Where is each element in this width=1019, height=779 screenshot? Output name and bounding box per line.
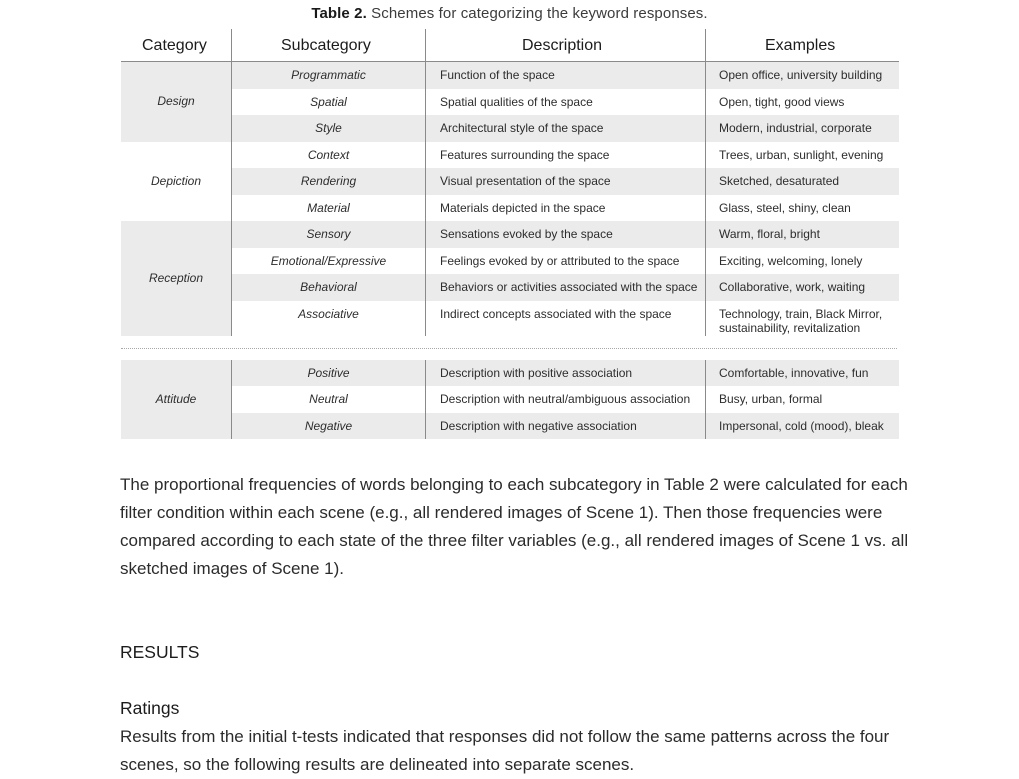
subcategory-cell: Neutral [309,392,348,406]
category-label: Attitude [155,391,197,406]
description-cell: Indirect concepts associated with the space [440,306,672,321]
attitude-table-body [121,360,899,440]
column-divider [231,62,232,336]
examples-cell: Comfortable, innovative, fun [719,365,869,380]
description-cell: Architectural style of the space [440,121,604,135]
examples-cell: Sketched, desaturated [719,174,840,188]
results-heading: RESULTS [120,642,200,662]
keyword-scheme-table [121,29,899,439]
section-separator [121,348,897,349]
table-row [121,360,899,387]
examples-cell: Open office, university building [719,68,883,82]
column-divider [231,29,232,61]
table-caption [0,5,1019,22]
examples-cell: Busy, urban, formal [719,392,823,406]
examples-cell: Trees, urban, sunlight, evening [719,147,884,162]
description-cell: Description with neutral/ambiguous association [440,392,691,406]
description-cell: Behaviors or activities associated with the space [440,280,698,294]
table-row [121,274,899,301]
table-row [121,386,899,413]
header-subcategory: Subcategory [281,37,371,54]
table-row [121,89,899,116]
caption-text: Schemes for categorizing the keyword responses. [371,5,708,22]
examples-cell: Open, tight, good views [719,94,845,109]
paragraph-ratings: Results from the initial t-tests indicated that responses did not follow the same patterns across the four scenes, so the following results are delineated into separate scenes. [120,727,890,774]
subcategory-cell: Emotional/Expressive [270,253,387,268]
subcategory-cell: Spatial [310,94,347,109]
table-row [121,115,899,142]
examples-cell: Glass, steel, shiny, clean [719,200,851,215]
caption-label: Table 2. [311,5,367,22]
examples-cell: Impersonal, cold (mood), bleak [719,418,884,433]
category-label: Design [157,94,195,108]
table-row [121,62,899,89]
subcategory-cell: Programmatic [291,68,366,82]
description-cell: Description with negative association [440,418,637,433]
table-row [121,413,899,440]
table-row [121,248,899,275]
column-divider [705,29,706,61]
table-row [121,142,899,169]
subcategory-cell: Style [315,121,342,135]
paragraph-frequencies: The proportional frequencies of words belonging to each subcategory in Table 2 were calculated for each filter condition within each scene (e.g., all rendered images of Scene 1). Then those frequencies were compared according to each state of the three filter variables (e.g., all rendered images of Scene 1 vs. all sketched images of Scene 1). [120,475,909,578]
examples-cell: Exciting, welcoming, lonely [719,253,863,268]
examples-cell: Modern, industrial, corporate [719,121,872,135]
subcategory-cell: Associative [298,306,359,321]
header-description: Description [522,37,603,54]
table-header-row [121,29,899,62]
main-table-body [121,62,899,336]
subcategory-cell: Rendering [300,174,357,188]
description-cell: Features surrounding the space [440,147,610,162]
subcategory-cell: Behavioral [300,280,357,294]
subcategory-cell: Material [307,200,350,215]
column-divider [705,62,706,336]
subcategory-cell: Sensory [306,227,351,241]
description-cell: Visual presentation of the space [440,174,611,188]
column-divider [425,360,426,440]
description-cell: Materials depicted in the space [440,200,606,215]
description-cell: Spatial qualities of the space [440,94,593,109]
header-examples: Examples [765,37,836,54]
ratings-heading: Ratings [120,698,180,718]
category-label: Reception [148,271,204,285]
description-cell: Description with positive association [440,365,633,380]
subcategory-cell: Negative [304,418,353,433]
header-category: Category [142,37,207,54]
subcategory-cell: Context [307,147,350,162]
description-cell: Sensations evoked by the space [440,227,613,241]
table-row [121,168,899,195]
examples-cell: Collaborative, work, waiting [719,280,866,294]
description-cell: Function of the space [440,68,555,82]
column-divider [705,360,706,440]
examples-cell: Technology, train, Black Mirror, sustainability, revitalization [719,306,883,335]
category-label: Depiction [150,173,202,188]
description-cell: Feelings evoked by or attributed to the space [440,253,680,268]
examples-cell: Warm, floral, bright [719,227,820,241]
column-divider [231,360,232,440]
table-row [121,221,899,248]
table-row [121,301,899,336]
subcategory-cell: Positive [307,365,350,380]
column-divider [425,29,426,61]
column-divider [425,62,426,336]
table-row [121,195,899,222]
